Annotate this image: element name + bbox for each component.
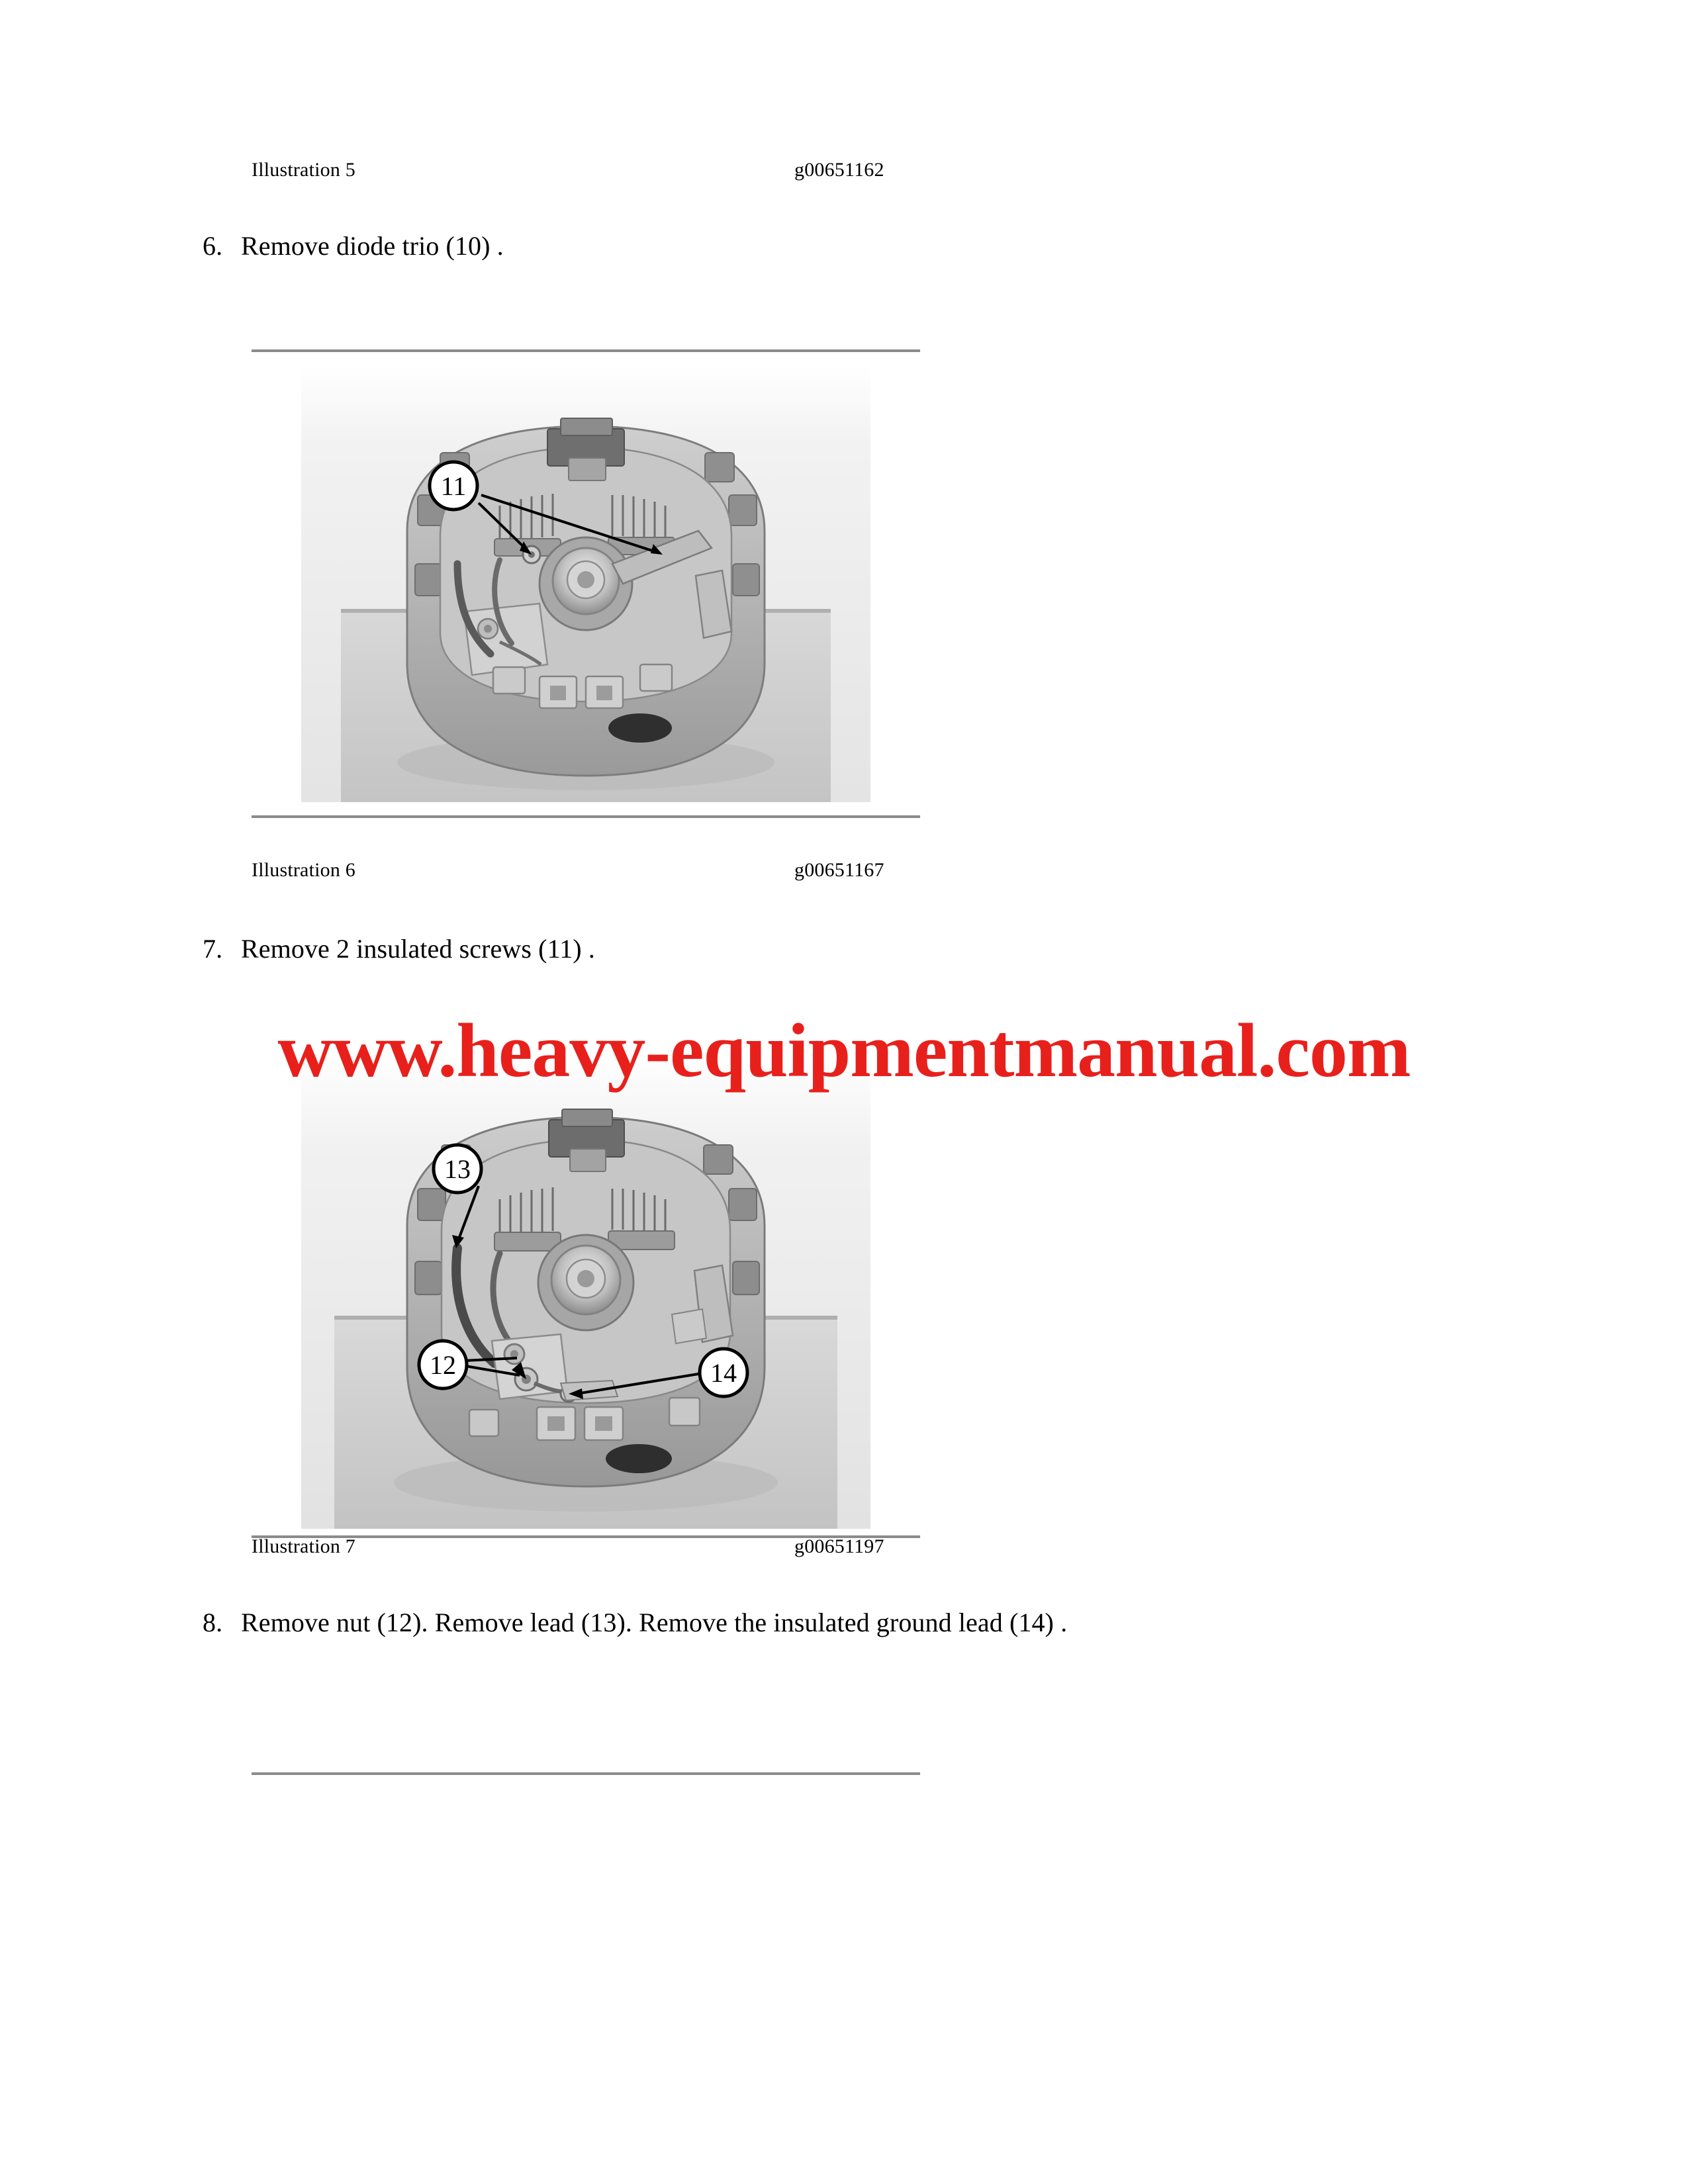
svg-text:11: 11 bbox=[440, 471, 467, 501]
step-text: Remove 2 insulated screws (11) . bbox=[241, 934, 595, 964]
illustration-caption-label: Illustration 7 bbox=[252, 1535, 355, 1557]
illustration-caption-code: g00651197 bbox=[794, 1535, 884, 1557]
illustration-image-7 bbox=[252, 1046, 920, 1535]
step-number: 8. bbox=[203, 1608, 223, 1637]
svg-text:12: 12 bbox=[430, 1350, 456, 1380]
step-number: 6. bbox=[203, 231, 223, 261]
step-text: Remove nut (12). Remove lead (13). Remove the insulated ground lead (14) . bbox=[241, 1608, 1068, 1637]
step-6 bbox=[203, 230, 504, 261]
illustration-caption-label: Illustration 6 bbox=[252, 859, 355, 881]
illustration-caption-6 bbox=[252, 859, 927, 882]
illustration-caption-code: g00651167 bbox=[794, 859, 884, 881]
illustration-caption-7 bbox=[252, 1535, 927, 1558]
svg-text:13: 13 bbox=[444, 1154, 471, 1184]
illustration-block-6 bbox=[252, 349, 920, 818]
next-illustration-top-rule bbox=[252, 1772, 920, 1775]
illustration-caption-5 bbox=[252, 159, 927, 181]
step-7 bbox=[203, 933, 595, 964]
alternator-photo-6 bbox=[301, 365, 870, 802]
step-8 bbox=[203, 1607, 1067, 1638]
alternator-photo-7 bbox=[301, 1052, 870, 1529]
illustration-image-6 bbox=[252, 352, 920, 815]
svg-text:14: 14 bbox=[710, 1358, 737, 1388]
illustration-caption-label: Illustration 5 bbox=[252, 159, 355, 181]
step-text: Remove diode trio (10) . bbox=[241, 231, 504, 261]
illustration-bottom-rule bbox=[252, 815, 920, 818]
illustration-block-7 bbox=[252, 1046, 920, 1538]
illustration-caption-code: g00651162 bbox=[794, 159, 884, 181]
step-number: 7. bbox=[203, 934, 223, 964]
watermark-text: www.heavy-equipmentmanual.com bbox=[277, 1009, 1411, 1093]
